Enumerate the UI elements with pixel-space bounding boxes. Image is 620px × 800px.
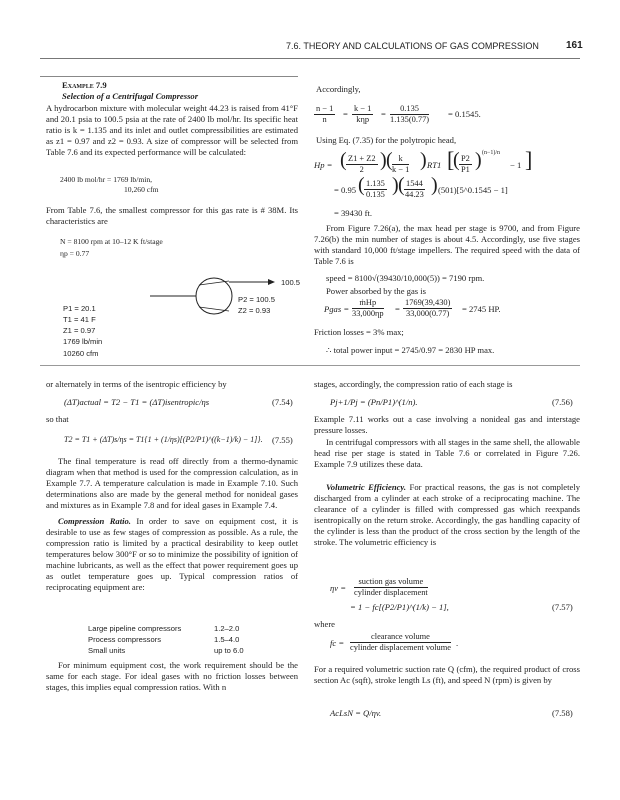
so-that-text: so that — [46, 414, 69, 424]
pgas-result: = 2745 HP. — [462, 304, 501, 314]
minimum-cost-paragraph: For minimum equipment cost, the work requirement should be the same for each stage. For ideal gases with no friction losses between stages, this implies equal compression ratios. With n — [46, 660, 298, 692]
outlet-compressibility: Z2 = 0.93 — [238, 306, 271, 315]
outlet-arrow-icon — [268, 279, 275, 285]
speed-line: N = 8100 rpm at 10–12 K ft/stage — [60, 237, 163, 246]
hp2-tail: (501)[5^0.1545 − 1] — [438, 185, 508, 195]
exponent-value — [390, 105, 429, 125]
pgas-equals: = — [395, 304, 400, 314]
hp2-r-frac — [404, 180, 425, 200]
bracket-close: ] — [525, 147, 533, 172]
header-rule — [40, 58, 580, 59]
exponent-mid — [352, 105, 373, 125]
paren-open-1: ( — [340, 149, 347, 171]
power-intro: Power absorbed by the gas is — [326, 286, 427, 296]
paren-close-1: ) — [380, 149, 387, 171]
mass-flow: 1769 lb/min — [63, 337, 103, 346]
fc-dot: . — [456, 638, 459, 648]
hp-k-frac — [392, 155, 409, 175]
nv-numerator: suction gas volume — [354, 578, 428, 588]
figure-paragraph: From Figure 7.26(a), the max head per stage is 9700, and from Figure 7.26(b) the min number of stages is about 4.5. Accordingly, use five stages with standard 10,000 ft/stage impellers. The required speed with the data of Table 7.6 is — [314, 223, 580, 266]
volume-flow: 10260 cfm — [63, 349, 99, 358]
exponent-result: = 0.1545. — [448, 109, 481, 119]
hp-label: Hp = — [314, 160, 333, 170]
fc-label: fc = — [330, 638, 345, 648]
paren-close-4: ) — [392, 174, 399, 196]
paren-close-2: ) — [420, 149, 427, 171]
efficiency-line: ηp = 0.77 — [60, 249, 90, 258]
hp-z-den: 2 — [359, 165, 364, 175]
ratio-value-3: up to 6.0 — [214, 646, 244, 655]
equals-sign-2: = — [381, 109, 386, 119]
paren-open-3: ( — [453, 149, 460, 171]
equation-7-58: AcLsN = Q/ηv. — [330, 708, 382, 718]
equation-7-54-number: (7.54) — [272, 397, 293, 407]
inlet-temperature: T1 = 41 F — [63, 315, 96, 324]
pgas-label: Pgas = — [324, 304, 350, 314]
centrifugal-paragraph: In centrifugal compressors with all stages in the same shell, the allowable head rise per stage is stated in Table 7.6 or correlated in Figure 7.26. Example 7.9 utilizes these data. — [314, 437, 580, 469]
example-7-11-paragraph: Example 7.11 works out a case involving a nonideal gas and interstage pressure losses. — [314, 414, 580, 435]
exponent-lhs-num: n − 1 — [314, 105, 335, 115]
exponent-mid-den: kηp — [356, 115, 370, 125]
table-text: From Table 7.6, the smallest compressor for this gas rate is # 38M. Its characteristics are — [46, 205, 298, 226]
pgas-frac-2 — [403, 299, 452, 319]
paren-open-2: ( — [386, 149, 393, 171]
paren-close-3: ) — [475, 149, 482, 171]
example-body: A hydrocarbon mixture with molecular weight 44.23 is raised from 41°F and 20.1 psia to 100.5 psia at the rate of 2400 lb mol/hr. Its specific heat ratio is k = 1.135 and its inlet and outlet compressibilities are estimated as z1 = 0.97 and z2 = 0.93. A size of compressor will be selected from Table 7.6 and its expected performance will be calculated: — [46, 103, 298, 157]
alternate-text: or alternately in terms of the isentropic efficiency by — [46, 379, 227, 389]
equation-7-56-number: (7.56) — [552, 397, 573, 407]
hp-z-num: Z1 + Z2 — [346, 155, 378, 165]
paren-close-5: ) — [431, 174, 438, 196]
hp2-r-den: 44.23 — [404, 190, 424, 200]
running-header: 7.6. THEORY AND CALCULATIONS OF GAS COMPRESSION — [286, 41, 539, 51]
equation-7-56: Pj+1/Pj = (Pn/P1)^(1/n). — [330, 397, 418, 407]
hp-k-den: k − 1 — [392, 165, 410, 175]
flow-line-1: 2400 lb mol/hr = 1769 lb/min, — [60, 175, 153, 184]
compressor-symbol-top — [199, 281, 229, 285]
exponent-value-num: 0.135 — [390, 105, 429, 115]
total-power: ∴ total power input = 2745/0.97 = 2830 HP max. — [326, 345, 495, 355]
pgas-frac-1 — [352, 299, 384, 319]
ratio-value-2: 1.5–4.0 — [214, 635, 240, 644]
compression-ratio-body: In order to save on equipment cost, it is desirable to use as few stages of compression as possible. As a rule, the compression ratio is limited by a practical desirability to keep outlet temperatures below 300°F or so to minimize the possibility of ignition of machine lubricants, as well as the effect that power requirement goes up as outlet temperature goes up. Typical compression ratios of reciprocating equipment are: — [46, 516, 298, 592]
example-label: Example 7.9 — [62, 80, 107, 90]
using-eq-text: Using Eq. (7.35) for the polytropic head, — [316, 135, 457, 145]
nv-denominator: cylinder displacement — [354, 588, 428, 598]
hp-exponent: (n−1)/n — [482, 150, 501, 156]
where-text: where — [314, 619, 335, 629]
hp2-r-num: 1544 — [404, 180, 425, 190]
outlet-pressure: 100.5 — [281, 278, 301, 287]
page-number: 161 — [566, 40, 583, 51]
example-bottom-rule — [40, 365, 580, 366]
ratio-name-3: Small units — [88, 646, 126, 655]
inlet-compressibility: Z1 = 0.97 — [63, 326, 96, 335]
flow-line-2: 10,260 cfm — [124, 185, 159, 194]
volumetric-efficiency-heading: Volumetric Efficiency. — [326, 482, 407, 492]
ratio-value-1: 1.2–2.0 — [214, 624, 240, 633]
friction-losses: Friction losses = 3% max; — [314, 327, 404, 337]
pgas-den-2: 33,000(0.77) — [406, 309, 450, 319]
outlet-pressure-label: P2 = 100.5 — [238, 295, 275, 304]
nv-equation-2: = 1 − fc[(P2/P1)^(1/k) − 1], — [350, 602, 449, 612]
equation-7-55-number: (7.55) — [272, 435, 293, 445]
compressor-symbol-bottom — [199, 307, 229, 311]
bracket-open: [ — [447, 147, 455, 172]
suction-rate-paragraph: For a required volumetric suction rate Q (cfm), the required product of cross section Ac (sqft), stroke length Ls (ft), and speed N (rpm) is given by — [314, 664, 580, 685]
exponent-mid-num: k − 1 — [352, 105, 373, 115]
paren-open-4: ( — [358, 174, 365, 196]
hp2-k-num: 1.135 — [364, 180, 387, 190]
example-title: Selection of a Centrifugal Compressor — [62, 91, 199, 101]
equation-7-57-number: (7.57) — [552, 602, 573, 612]
exponent-lhs — [314, 105, 335, 125]
equation-7-54: (ΔT)actual = T2 − T1 = (ΔT)isentropic/ηs — [64, 397, 210, 407]
pgas-num-1: ṁHp — [352, 299, 384, 309]
hp-rt: RT1 — [427, 160, 442, 170]
equation-7-58-number: (7.58) — [552, 708, 573, 718]
exponent-value-den: 1.135(0.77) — [390, 115, 430, 125]
final-temperature-paragraph: The final temperature is read off directly from a thermo-dynamic diagram when that method is used for the compression calculation, as in Example 7.7. A temperature calculation is made in Example 7.10. Such determinations also are made by the general method for nonideal gases and mixtures as in Example 7.8 and for ideal gases in Example 7.4. — [46, 456, 298, 510]
fc-denominator: cylinder displacement volume — [350, 643, 451, 653]
compression-ratio-paragraph — [46, 516, 298, 593]
fc-numerator: clearance volume — [350, 633, 451, 643]
example-top-rule — [40, 76, 298, 77]
paren-open-5: ( — [398, 174, 405, 196]
inlet-pressure: P1 = 20.1 — [63, 304, 96, 313]
compression-ratio-heading: Compression Ratio. — [58, 516, 131, 526]
compressor-circle — [196, 278, 232, 314]
hp-p-num: P2 — [459, 155, 472, 165]
nv-frac — [354, 578, 428, 598]
hp-p-frac — [459, 155, 472, 175]
hp-z-frac — [346, 155, 378, 175]
pgas-den-1: 33,000ηp — [352, 309, 384, 319]
nv-label: ηv = — [330, 583, 347, 593]
hp-p-den: P1 — [461, 165, 470, 175]
accordingly-text: Accordingly, — [316, 84, 361, 94]
hp2-k-frac — [364, 180, 387, 200]
ratio-name-1: Large pipeline compressors — [88, 624, 182, 633]
fc-frac — [350, 633, 451, 653]
hp-k-num: k — [392, 155, 409, 165]
volumetric-efficiency-paragraph — [314, 482, 580, 548]
exponent-lhs-den: n — [322, 115, 327, 125]
equals-sign-1: = — [343, 109, 348, 119]
speed-equation: speed = 8100√(39430/10,000(5)) = 7190 rpm. — [326, 273, 485, 283]
ratio-name-2: Process compressors — [88, 635, 162, 644]
volumetric-efficiency-body: For practical reasons, the gas is not completely discharged from a cylinder at each stroke of a reciprocating machine. The clearance of a cylinder is filled with compressed gas which reexpands isentropically on the return stroke. Accordingly, the gas handling capacity of the cylinder is less than the product of the cross section by the length of the stroke. The volumetric efficiency is — [314, 482, 581, 547]
hp2-coefficient: = 0.95 — [334, 185, 357, 195]
stages-text: stages, accordingly, the compression ratio of each stage is — [314, 379, 513, 389]
equation-7-55: T2 = T1 + (ΔT)s/ηs = T1{1 + (1/ηs)[(P2/P1)^((k−1)/k) − 1]}. — [64, 435, 263, 444]
hp3-result: = 39430 ft. — [334, 208, 373, 218]
hp-minus-one: − 1 — [510, 160, 522, 170]
hp2-k-den: 0.135 — [366, 190, 385, 200]
pgas-num-2: 1769(39,430) — [403, 299, 452, 309]
